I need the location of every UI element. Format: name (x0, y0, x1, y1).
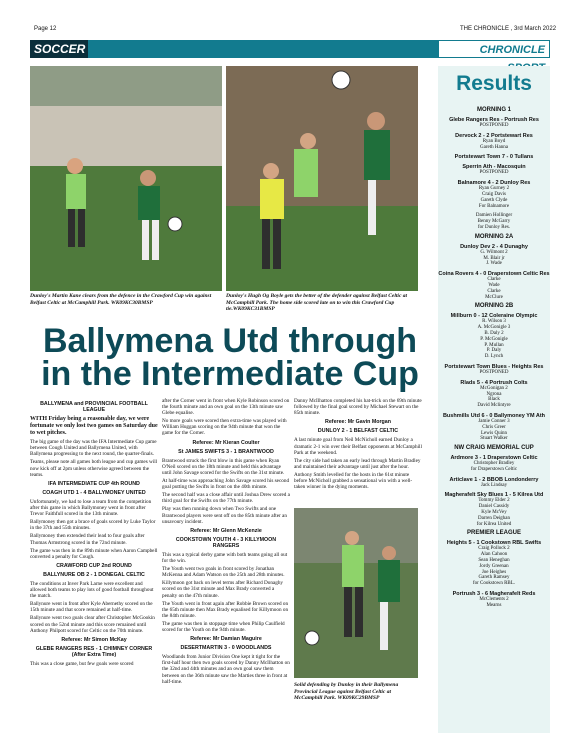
col1-para: This was a close game, but few goals were scored (30, 661, 134, 667)
result-scorer-line: A. McGonigle 3 (477, 325, 511, 331)
col2-referee: Referee: Mr Glenn McKenzie (190, 527, 262, 534)
result-scorer-line: David Mclintyre (477, 403, 511, 409)
article-column-1 (30, 398, 158, 733)
col3-para: Danny McIlhatton completed his hat-trick on the 69th minute followed by the final goal scored by Michael Stewart on the 85th minute. (294, 398, 422, 417)
result-scorer-line: Mearns (486, 602, 502, 608)
results-section-heading: NW CRAIG MEMORIAL CUP (454, 445, 534, 452)
results-panel (438, 66, 550, 733)
col3-heading-match: DUNLOY 2 - 1 BELFAST CELTIC (317, 428, 399, 435)
col2-heading-match: St JAMES SWIFTS 3 - 1 BRANTWOOD (178, 448, 274, 455)
col1-heading-match: BALLYNURE OB 2 - 1 DONEGAL CELTIC (43, 571, 145, 578)
result-scorer-line: Gareth Ramsey (478, 575, 510, 581)
section-label-chronicle-sport: CHRONICLE (438, 40, 550, 58)
col2-para: after the Corner went in front when Kyle Robinson scored on the fourth minute and an own goal on the 13th minute saw Glebe equalise. (162, 398, 290, 417)
result-scorer-line: Black (488, 397, 500, 403)
result-fixture: Dunloy Dev 2 - 4 Dunaghy (460, 243, 528, 250)
caption-right: Dunloy's Hugh Og Boyle gets the better of the defender against Belfast Celtic at McCamphill Park. The home side scored late on to win this Crawford Cup tie.WK09KC31BMSP (226, 293, 408, 312)
result-fixture: Portrush 3 - 6 Magherafelt Reds (452, 591, 536, 598)
result-fixture: Coina Rovers 4 - 0 Draperstown Celtic Res (438, 271, 550, 278)
col3-para: The city side had taken an early lead through Martin Bradley and maintained their advantage until just after the hour. (294, 457, 421, 470)
result-scorer-line: McClure (485, 294, 503, 300)
col2-para: The Youth went in front again after Robbie Brown scored on the 65th minute then Max Brady equalised for Killymoon on the 84th minute. (162, 600, 289, 619)
results-section-heading: MORNING 2B (474, 303, 514, 310)
result-fixture: Articlave 1 - 2 BBOB Londonderry (449, 476, 539, 483)
col2-referee: Referee: Mr Damian Maguire (190, 636, 262, 643)
result-scorer-line: Ngrona (486, 391, 502, 397)
result-scorer-line: for Cookstown RBL. (472, 581, 516, 587)
page-number: Page 12 (34, 26, 57, 32)
result-scorer-line: Ryan Boyd (482, 138, 506, 144)
result-scorer-line: P. Mullan (484, 342, 504, 348)
col1-para: Ballynure went in front after Kyle Abernethy scored on the 15th minute and that score remained at half-time. (30, 601, 153, 614)
col1-para: Unfortunately, we had to lose a team from the competition after this game in which Ballymoney went in front after Trevor Faithfull scored in the 13th minute. (30, 498, 152, 518)
result-fixture: Glebe Rangers Res - Portrush Res (449, 117, 539, 123)
result-scorer-line: M. Blair jr (483, 255, 505, 261)
col1-para: Ballymoney then extended their lead to four goals after Thomas Armstrong scored in the 72nd minute. (30, 533, 145, 546)
col3-para: A last minute goal from Neil McNicholl earned Dunloy a dramatic 2-1 win over their Belfast opponents at McCamphill Park at the weekend. (294, 437, 422, 456)
result-scorer-line: R. Wilson 3 (482, 319, 506, 325)
result-scorer-line: Chris Greer (482, 424, 506, 430)
result-scorer-line: Joe Heighes (481, 569, 507, 575)
caption-left: Dunloy's Martin Kane clears from the defence in the Crawford Cup win against Belfast Celtic at McCamphill Park. WK09KC30BMSP (30, 293, 212, 306)
col2-para: Play was then running down when Two Swifts and one Brantwood players were sent off on the 85th minute after an unsavoury incident. (162, 506, 287, 525)
col1-para: The game was then in the 89th minute when Aaron Campbell converted a penalty for Cough. (30, 547, 158, 560)
col2-para: No more goals were scored then extra-time was played with William Huggan scoring on the 94th minute that won the game for the Corner. (162, 418, 287, 437)
result-fixture: Millburn 0 - 12 Coleraine Olympic (450, 313, 538, 320)
article-column-3 (294, 398, 422, 503)
photo-right (226, 66, 418, 291)
col3-referee: Referee: Mr Gavin Morgan (325, 419, 391, 426)
photo-bottom (294, 508, 418, 678)
result-scorer-line: Benny McGarry (477, 219, 511, 225)
result-scorer-line: Damien Hollinger (475, 213, 513, 219)
result-scorer-line: Clarke (487, 277, 501, 283)
result-fixture: Balnamore 4 - 2 Dunloy Res (457, 180, 531, 187)
result-scorer-line: Tommy Elder 2 (478, 498, 510, 504)
result-scorer-line: Darren Deighan (477, 515, 511, 521)
result-scorer-line: Craig Pollock 2 (478, 546, 510, 552)
result-scorer-line: for Kilrea United (476, 521, 512, 527)
col2-para: At half-time was approaching John Savage scored his second goal putting the Swifts in front on the 40th minute. (162, 478, 290, 491)
result-scorer-line: P. McGonigle (480, 336, 508, 342)
result-scorer-line: Daniel Cassidy (478, 504, 510, 510)
photo-left-image (30, 66, 222, 291)
result-scorer-line: POSTPONED (479, 369, 509, 375)
caption-bottom: Solid defending by Dunloy in their Ballymena Provincial League against Belfast Celtic at McCamphill Park. WK09KC29BMSP (294, 682, 399, 701)
results-section-heading: PREMIER LEAGUE (466, 530, 521, 537)
col1-heading-match: COAGH UTD 1 - 4 BALLYMONEY UNITED (42, 489, 146, 496)
result-fixture: Rlads 5 - 4 Portrush Colts (460, 379, 528, 386)
result-scorer-line: D. Lynch (484, 354, 504, 360)
result-scorer-line: Christopher Bradley (473, 461, 515, 467)
result-scorer-line: Jamie Conner 3 (478, 418, 510, 424)
col1-referee: Referee: Mr Simon McKay (61, 636, 127, 643)
photo-right-image (226, 66, 418, 291)
result-fixture: Dervock 2 - 2 Portstewart Res (455, 132, 533, 139)
result-scorer-line: Wade (488, 282, 500, 288)
col3-para: Anthony Smith levelled for the hosts in the 61st minute before McNicholl grabbed a sensational win with a well-taken winner in the dying moments. (294, 471, 413, 491)
result-fixture: Bushmills Utd 6 - 0 Ballymoney YM Ath (442, 412, 546, 419)
result-scorer-line: Sean Heneghan (478, 558, 510, 564)
result-scorer-line: Ryan Gurney 2 (478, 186, 510, 192)
result-scorer-line: Clarke (487, 288, 501, 294)
result-scorer-line: Alan Cahoon (480, 552, 508, 558)
results-list (438, 107, 550, 609)
col1-para: The big game of the day was the IFA Intermediate Cup game between Cough United and Ballymena United, with Ballymena progressing to the next round, the quarter-finals. (30, 439, 157, 458)
col1-heading-league: BALLYMENA and PROVINCIAL FOOTBALL LEAGUE (40, 401, 148, 414)
col2-para: Brantwood struck the first blow in this game when Ryan O'Neil scored on the 18th minute and held this advantage until John Savage scored for the Swifts on the 31st minute. (162, 457, 285, 476)
col2-para: This was a typical derby game with both teams going all out for the win. (162, 551, 288, 565)
col1-heading-cup: IFA INTERMEDIATE CUP 4th ROUND (48, 480, 140, 487)
paper-date: THE CHRONICLE , 3rd March 2022 (460, 26, 557, 32)
result-fixture: Portstewart Town 7 - 0 Tullans (454, 154, 534, 161)
result-fixture: Portstewart Town Blues - Heights Res (444, 363, 544, 370)
result-scorer-line: P. Daly (486, 348, 502, 354)
result-scorer-line: Lewis Quinn (481, 430, 507, 436)
result-scorer-line: Stuart Walker (480, 436, 508, 442)
result-scorer-line: McClements 2 (479, 597, 509, 603)
col1-lead: WITH Friday being a reasonable day, we were fortunate we only lost two games on Saturday due to wet pitches. (30, 416, 158, 437)
result-fixture: Sperrin Ath - Macosquin (462, 164, 526, 171)
results-section-heading: MORNING 2A (474, 233, 514, 240)
result-scorer-line: Kyle McVey (481, 510, 507, 516)
result-scorer-line: J. Wade (486, 261, 502, 267)
results-section-heading: MORNING 1 (476, 107, 511, 113)
col1-para: Teams, please note all games both league and cup games will now kick off at 2pm unless otherwise agreed between the teams. (30, 459, 158, 478)
col1-para: Ballynure went two goals clear after Christopher McGookin scored on the 52nd minute and this score remained until Anthony Philpott scored for Celtic on the 70th minute. (30, 615, 155, 634)
result-fixture: Ardmore 3 - 1 Draperstown Celtic (450, 455, 538, 462)
headline: Ballymena Utd through in the Intermediate Cup (41, 322, 419, 393)
photo-bottom-image (294, 508, 418, 678)
col2-para: Killymoon got back on level terms after Richard Donaghy scored on the 31st minute and Max Brady converted a penalty on the 47th minute. (162, 580, 284, 599)
col2-para: The second half was a close affair until Joshua Drew scored a third goal for the Swifts on the 77th minute. (162, 492, 290, 505)
result-fixture: Heights 5 - 1 Cookstown RBL Swifts (446, 540, 542, 547)
result-scorer-line: B. Daly 2 (484, 330, 504, 336)
photo-left (30, 66, 222, 291)
article-column-2 (162, 398, 290, 733)
col1-heading-crawford: CRAWFORD CUP 2nd ROUND (56, 562, 132, 569)
result-scorer-line: Gareth Hanna (480, 144, 508, 150)
col2-para: The game was then in stoppage time when Philip Caulfield scored for the Youth on the 94th minute. (162, 620, 285, 633)
col2-para: Woodlands from Junior Division One kept it tight for the first-half hour then two goals scored by Danny McIlhatton on the 32nd and 44th minutes and an own goal saw them between on the 36th minute saw the Marties three in front at half-time. (162, 654, 290, 685)
result-scorer-line: POSTPONED (479, 123, 509, 128)
results-title: Results (456, 72, 532, 95)
result-scorer-line: McGonigan 2 (480, 385, 508, 391)
result-scorer-line: Craig Davis (481, 191, 507, 197)
col1-para: The conditions at Inver Park Larne were excellent and allowed both teams to play lots of good football throughout the match. (30, 580, 154, 600)
result-scorer-line: Jack Lindsay (480, 482, 508, 488)
result-scorer-line: For Balnamore (478, 203, 510, 209)
result-scorer-line: for Dunloy Res. (477, 224, 511, 230)
col2-referee: Referee: Mr Kieran Coulter (192, 439, 260, 446)
section-label-soccer: SOCCER (30, 40, 88, 58)
result-scorer-line: for Draperstown Celtic (470, 466, 518, 472)
col2-heading-match: COOKSTOWN YOUTH 4 - 3 KILLYMOON RANGERS (175, 536, 277, 549)
result-fixture: Magherafelt Sky Blues 1 - 5 Kilrea Utd (444, 492, 544, 499)
result-scorer-line: G. Wilmont 2 (480, 249, 508, 255)
col2-heading-match: DESERTMARTIN 3 - 0 WOODLANDS (180, 645, 272, 652)
col2-para: The Youth went two goals in front scored by Jonathan McKenna and Adam Watson on the 25th and 28th minutes. (162, 566, 285, 579)
result-scorer-line: Gareth Clyde (480, 197, 508, 203)
col1-heading-match: GLEBE RANGERS RES - 1 CHIMNEY CORNER (After Extra Time) (35, 645, 153, 658)
result-scorer-line: Jordy Greenan (479, 563, 509, 569)
col1-para: Ballymoney then got a brace of goals scored by Luke Taylor in the 37th and 55th minutes. (30, 519, 156, 532)
result-scorer-line: POSTPONED (479, 170, 509, 176)
